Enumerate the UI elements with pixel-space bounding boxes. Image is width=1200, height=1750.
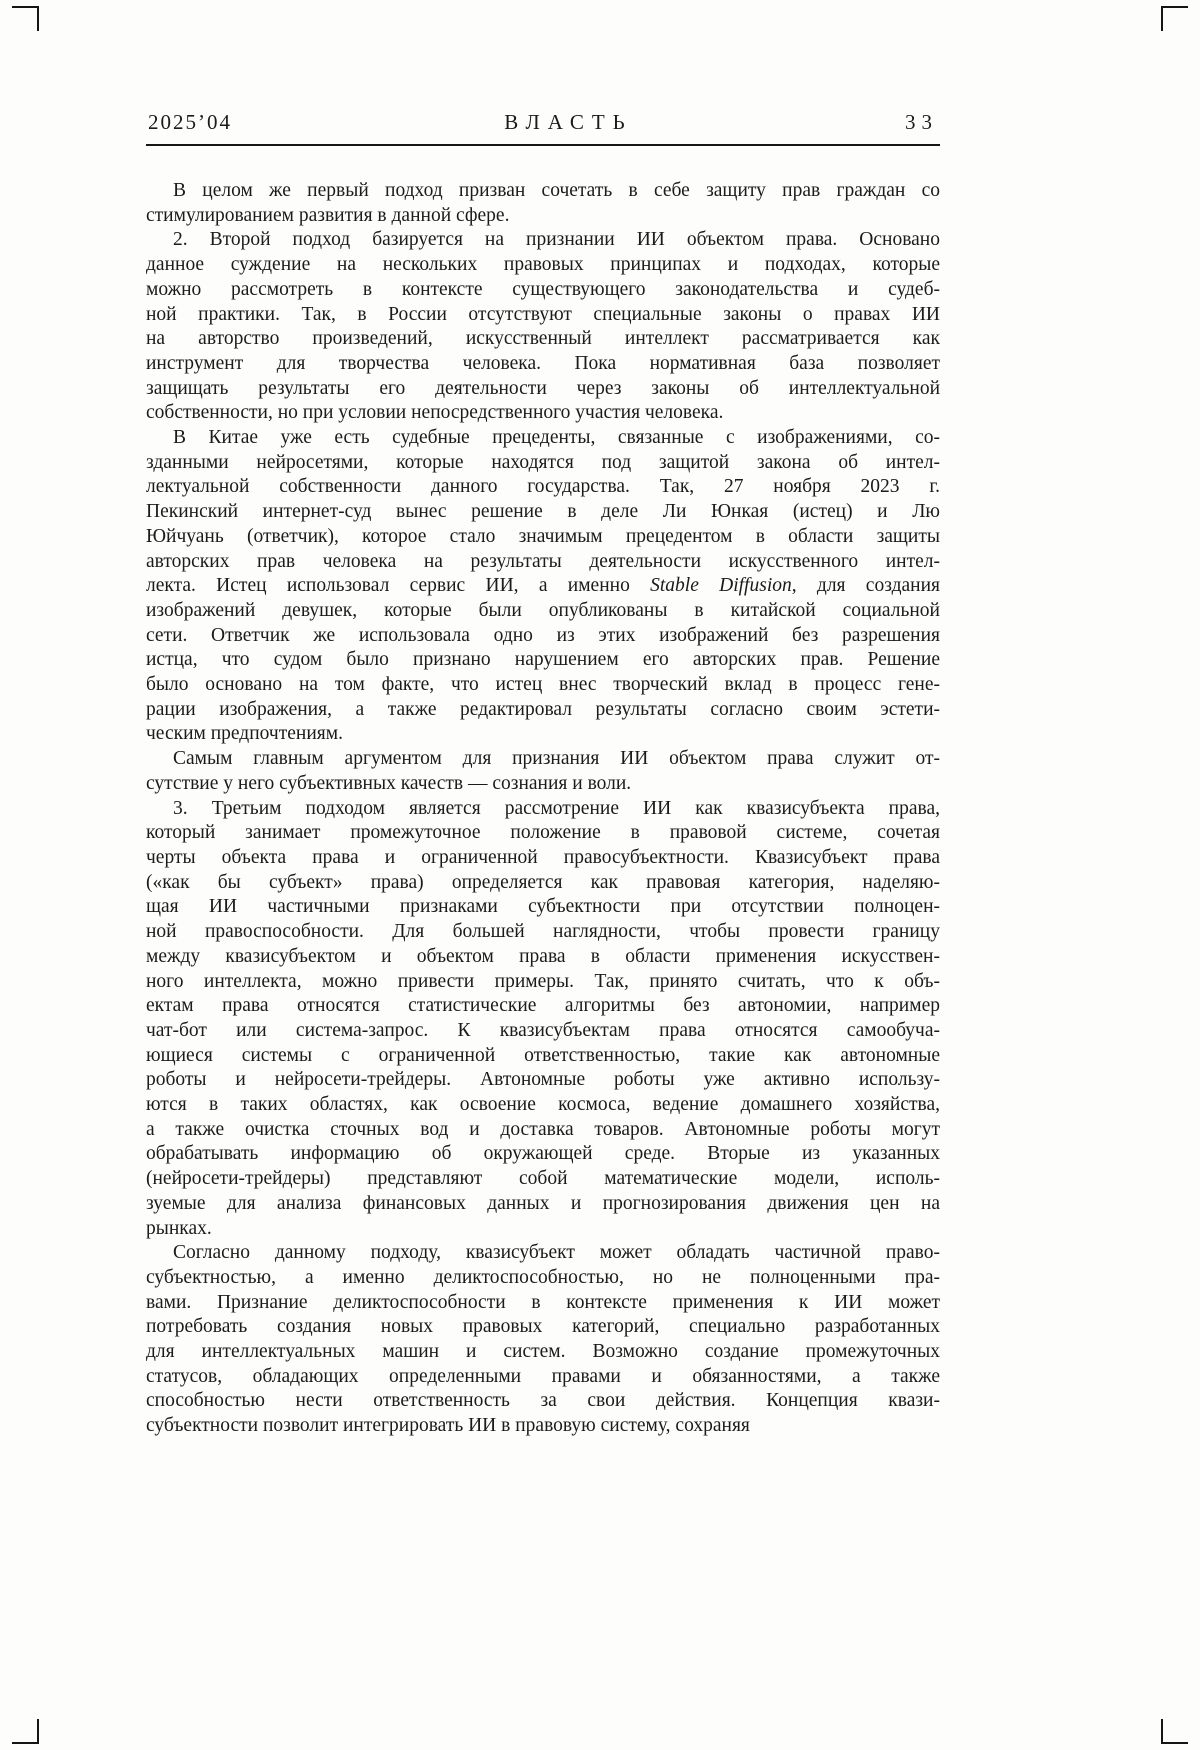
text-line: ектам права относятся статистические алгоритмы без автономии, например xyxy=(146,995,940,1017)
text-line: способностью нести ответственность за свои действия. Концепция квази- xyxy=(146,1390,940,1412)
text-line: Согласно данному подходу, квазисубъект может обладать частичной право- xyxy=(173,1242,940,1264)
text-line: авторских прав человека на результаты деятельности искусственного интел- xyxy=(146,550,940,572)
paragraph xyxy=(146,179,940,228)
text-line: ческим предпочтениям. xyxy=(146,723,343,745)
text-line: собственности, но при условии непосредственного участия человека. xyxy=(146,402,724,424)
text-line: статусов, обладающих определенными правами и обязанностями, а также xyxy=(146,1365,940,1387)
paragraph xyxy=(146,747,940,796)
text-line: В целом же первый подход призван сочетать в себе защиту прав граждан со xyxy=(173,180,940,201)
crop-mark-top-left-icon xyxy=(12,6,39,31)
issue-number: 2025’04 xyxy=(148,110,232,134)
text-line: изображений девушек, которые были опубликованы в китайской социальной xyxy=(146,599,940,621)
crop-mark-bottom-left-icon xyxy=(12,1719,39,1744)
text-line: на авторство произведений, искусственный интеллект рассматривается как xyxy=(146,328,940,350)
text-line: инструмент для творчества человека. Пока нормативная база позволяет xyxy=(146,352,940,374)
text-line: а также очистка сточных вод и доставка товаров. Автономные роботы могут xyxy=(146,1118,940,1140)
text-line: для интеллектуальных машин и систем. Возможно создание промежуточных xyxy=(146,1341,940,1363)
page-content xyxy=(146,110,940,1439)
paragraph xyxy=(146,228,940,426)
text-line: обрабатывать информацию об окружающей среде. Вторые из указанных xyxy=(146,1143,940,1165)
text-line: ной практики. Так, в России отсутствуют специальные законы о правах ИИ xyxy=(146,303,940,325)
paragraph xyxy=(146,1241,940,1439)
text-line: сутствие у него субъективных качеств — сознания и воли. xyxy=(146,772,632,794)
text-line: 2. Второй подход базируется на признании ИИ объектом права. Основано xyxy=(173,229,940,251)
text-line: можно рассмотреть в контексте существующего законодательства и судеб- xyxy=(146,278,940,300)
text-line: (нейросети-трейдеры) представляют собой математические модели, исполь- xyxy=(146,1168,940,1190)
text-line: субъектности позволит интегрировать ИИ в правовую систему, сохраняя xyxy=(146,1415,750,1437)
text-line: ются в таких областях, как освоение космоса, ведение домашнего хозяйства, xyxy=(146,1094,940,1116)
text-line: истца, что судом было признано нарушением его авторских прав. Решение xyxy=(146,649,940,671)
text-line: данное суждение на нескольких правовых принципах и подходах, которые xyxy=(146,254,940,276)
body-text xyxy=(146,179,940,1439)
text-line: рации изображения, а также редактировал результаты согласно своим эстети- xyxy=(146,698,940,720)
text-line: лектуальной собственности данного государства. Так, 27 ноября 2023 г. xyxy=(146,476,940,498)
text-line: В Китае уже есть судебные прецеденты, связанные с изображениями, со- xyxy=(173,427,940,449)
text-line: лекта. Истец использовал сервис ИИ, а именно Stable Diffusion, для создания xyxy=(146,575,940,597)
paragraph xyxy=(146,797,940,1242)
text-line: потребовать создания новых правовых категорий, специально разработанных xyxy=(146,1316,940,1338)
text-line: защищать результаты его деятельности через законы об интеллектуальной xyxy=(146,377,940,399)
journal-title: ВЛАСТЬ xyxy=(504,110,633,134)
paragraph xyxy=(146,426,940,747)
text-line: между квазисубъектом и объектом права в области применения искусствен- xyxy=(146,945,940,967)
header-rule xyxy=(146,144,940,146)
text-line: черты объекта права и ограниченной правосубъектности. Квазисубъект права xyxy=(146,846,940,868)
text-line: субъектностью, а именно деликтоспособностью, но не полноценными пра- xyxy=(146,1266,940,1288)
text-line: стимулированием развития в данной сфере. xyxy=(146,204,510,226)
text-line: зуемые для анализа финансовых данных и прогнозирования движения цен на xyxy=(146,1192,940,1214)
text-line: щая ИИ частичными признаками субъектности при отсутствии полноцен- xyxy=(146,896,940,918)
text-line: Самым главным аргументом для признания ИИ объектом права служит от- xyxy=(173,748,940,770)
text-line: ющиеся системы с ограниченной ответственностью, такие как автономные xyxy=(146,1044,940,1066)
text-line: ной правоспособности. Для большей наглядности, чтобы провести границу xyxy=(146,921,940,943)
text-line: вами. Признание деликтоспособности в контексте применения к ИИ может xyxy=(146,1291,940,1313)
running-header xyxy=(146,110,940,144)
text-line: зданными нейросетями, которые находятся под защитой закона об интел- xyxy=(146,451,940,473)
text-line: («как бы субъект» права) определяется как правовая категория, наделяю- xyxy=(146,871,940,893)
text-line: было основано на том факте, что истец внес творческий вклад в процесс гене- xyxy=(146,674,940,696)
text-line: Юйчуань (ответчик), которое стало значимым прецедентом в области защиты xyxy=(146,525,940,547)
text-line: рынках. xyxy=(146,1217,212,1239)
crop-mark-bottom-right-icon xyxy=(1161,1719,1188,1744)
text-line: сети. Ответчик же использовала одно из этих изображений без разрешения xyxy=(146,624,940,646)
text-line: который занимает промежуточное положение в правовой системе, сочетая xyxy=(146,822,940,844)
text-line: роботы и нейросети-трейдеры. Автономные роботы уже активно использу- xyxy=(146,1069,940,1091)
text-line: Пекинский интернет-суд вынес решение в деле Ли Юнкая (истец) и Лю xyxy=(146,501,940,523)
page-number: 33 xyxy=(905,110,938,134)
text-line: ного интеллекта, можно привести примеры. Так, принято считать, что к объ- xyxy=(146,970,940,992)
text-line: чат-бот или система-запрос. К квазисубъектам права относятся самообуча- xyxy=(146,1019,940,1041)
crop-mark-top-right-icon xyxy=(1161,6,1188,31)
text-line: 3. Третьим подходом является рассмотрение ИИ как квазисубъекта права, xyxy=(173,797,940,819)
